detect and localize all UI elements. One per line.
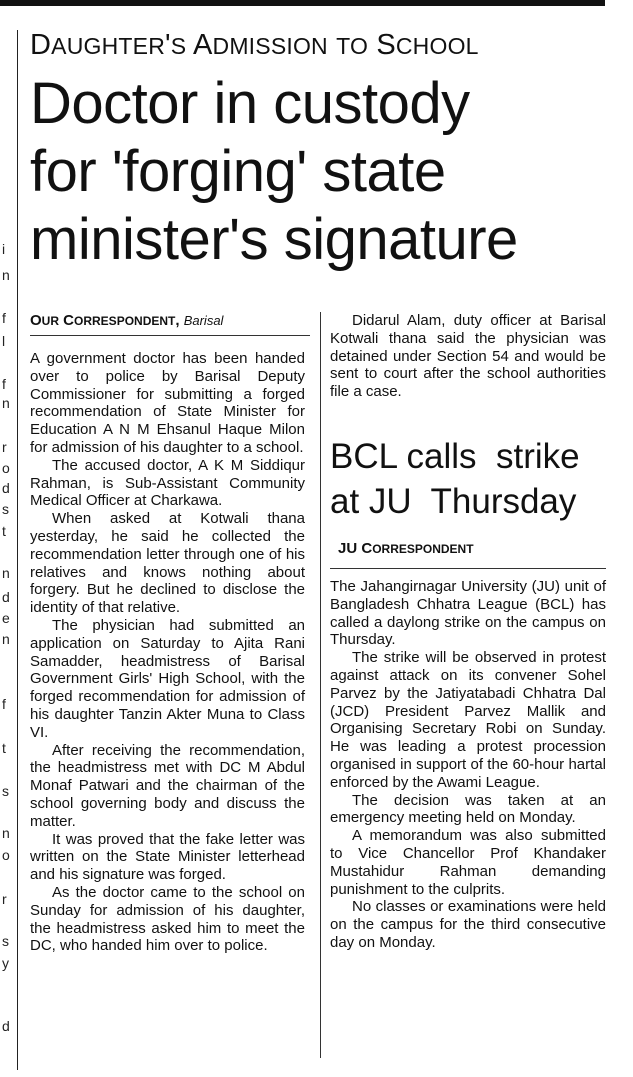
edge-fragment: f [2,696,6,712]
edge-fragment: e [2,610,10,626]
article2-headline [330,434,620,524]
edge-fragment: y [2,955,9,971]
byline-location: Barisal [183,313,224,328]
edge-fragment: n [2,565,10,581]
top-rule [0,0,605,6]
body-paragraph: A memorandum was also submitted to Vice Chancellor Prof Khandaker Mustahidur Rahman demanding punishment to the culprits. [330,827,606,898]
headline-line: Doctor in custody [30,71,470,136]
edge-fragment: n [2,267,10,283]
byline-rule [330,568,606,569]
body-paragraph: The physician had submitted an application on Saturday to Ajita Rani Samadder, headmistress of Barisal Government Girls' High School, with the forged recommendation for admission of his daughter Tanzin Akter Muna to Class VI. [30,616,305,741]
body-paragraph: The decision was taken at an emergency meeting held on Monday. [330,791,606,827]
column-divider [320,312,321,1058]
article2-byline: JU CORRESPONDENT [338,540,474,557]
edge-fragment: n [2,631,10,647]
edge-fragment: d [2,589,10,605]
byline-author: OUR CORRESPONDENT, [30,312,180,329]
article-headline [30,70,630,274]
edge-fragment: t [2,740,6,756]
edge-fragment: l [2,333,6,349]
edge-fragment: s [2,783,9,799]
body-paragraph: The accused doctor, A K M Siddiqur Rahman, is Sub-Assistant Community Medical Officer at Charkawa. [30,456,305,510]
edge-fragment: f [2,376,6,392]
headline-line: at JU Thursday [330,482,577,521]
article2-body [330,578,606,952]
edge-fragment: n [2,825,10,841]
edge-fragment: o [2,847,10,863]
body-paragraph: No classes or examinations were held on the campus for the third consecutive day on Monday. [330,898,606,951]
edge-fragment: d [2,480,10,496]
edge-fragment: o [2,460,10,476]
body-paragraph: As the doctor came to the school on Sunday for admission of his daughter, the headmistress asked him to meet the DC, who handed him over to police. [30,883,305,955]
edge-fragment: f [2,310,6,326]
edge-fragment: t [2,523,6,539]
article-kicker: DAUGHTER'S ADMISSION TO SCHOOL [30,29,479,61]
body-paragraph: It was proved that the fake letter was written on the State Minister letterhead and his signature was forged. [30,830,305,884]
body-paragraph: The Jahangirnagar University (JU) unit of Bangladesh Chhatra League (BCL) has called a daylong strike on the campus on Thursday. [330,578,606,649]
headline-line: minister's signature [30,207,518,272]
body-paragraph: After receiving the recommendation, the headmistress met with DC M Abdul Monaf Patwari and the chairman of the school governing body and discuss the matter. [30,741,305,830]
article-body-column-1 [30,350,305,955]
edge-fragment: d [2,1018,10,1034]
body-paragraph: A government doctor has been handed over to police by Barisal Deputy Commissioner for submitting a forged recommendation of State Minister for Education A N M Ehsanul Haque Milon for admission of his daughter to a school. [30,350,305,456]
headline-line: for 'forging' state [30,139,446,204]
edge-fragment: i [2,241,6,257]
article-body-column-2 [330,312,606,401]
article-byline [30,312,310,336]
headline-line: BCL calls strike [330,437,580,476]
left-column-rule [17,30,18,1070]
body-paragraph: Didarul Alam, duty officer at Barisal Kotwali thana said the physician was detained under Section 54 and would be sent to court after the school authorities file a case. [330,312,606,401]
edge-fragment: r [2,891,7,907]
edge-fragment: r [2,439,7,455]
body-paragraph: When asked at Kotwali thana yesterday, he said he collected the recommendation letter through one of his relatives and knows nothing about forgery. But he declined to disclose the identity of that relative. [30,510,305,617]
edge-fragment: s [2,501,9,517]
edge-fragment: s [2,933,9,949]
edge-fragment: n [2,395,10,411]
body-paragraph: The strike will be observed in protest against attack on its convener Sohel Parvez by the Jatiyatabadi Chhatra Dal (JCD) President Parvez Mallik and Organising Secretary Robi on Sunday. He was leading a protest procession organised in support of the 60-hour hartal enforced by the Awami League. [330,649,606,791]
